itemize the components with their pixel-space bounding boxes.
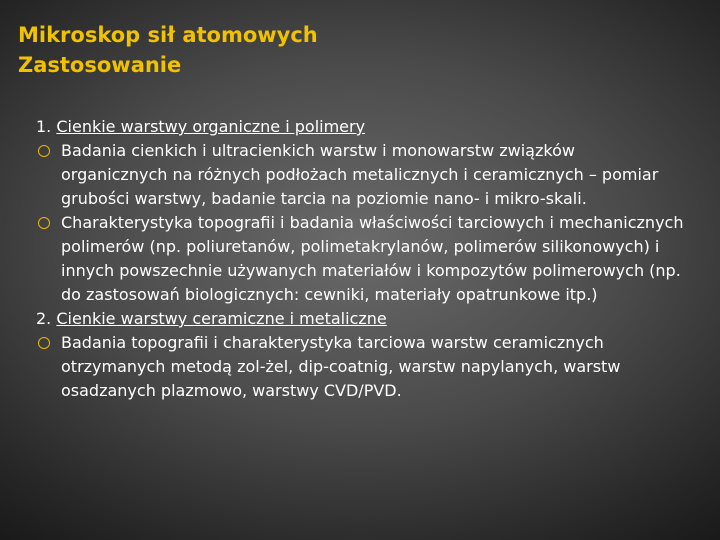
- bullet-text: Charakterystyka topografii i badania właściwości tarciowych i mechanicznych polimerów (np. poliuretanów, polimetakrylanów, polimerów silikonowych) i innych powszechnie używanych materiałów i kompozytów polimerowych (np. do zastosowań biologicznych: cewniki, materiały opatrunkowe itp.): [61, 213, 684, 304]
- bullet-item: [36, 331, 686, 403]
- section-heading-2: [36, 307, 696, 331]
- ring-bullet-icon: [38, 217, 50, 229]
- slide-title: [18, 20, 318, 80]
- section-number: 1.: [36, 117, 52, 136]
- ring-bullet-icon: [38, 145, 50, 157]
- section-label: Cienkie warstwy ceramiczne i metaliczne: [56, 309, 387, 328]
- slide-title-line1: Mikroskop sił atomowych: [18, 23, 318, 47]
- bullet-item: [36, 139, 686, 211]
- section-number: 2.: [36, 309, 52, 328]
- ring-bullet-icon: [38, 337, 50, 349]
- bullet-item: [36, 211, 686, 307]
- bullet-text: Badania cienkich i ultracienkich warstw i monowarstw związków organicznych na różnych podłożach metalicznych i ceramicznych – pomiar grubości warstwy, badanie tarcia na poziomie nano- i mikro-skali.: [61, 141, 659, 208]
- bullet-text: Badania topografii i charakterystyka tarciowa warstw ceramicznych otrzymanych metodą zol-żel, dip-coatnig, warstw napylanych, warstw osadzanych plazmowo, warstwy CVD/PVD.: [61, 333, 621, 400]
- slide-title-line2: Zastosowanie: [18, 53, 182, 77]
- section-label: Cienkie warstwy organiczne i polimery: [56, 117, 366, 136]
- section-heading-1: [36, 115, 696, 139]
- slide-content: [36, 115, 696, 403]
